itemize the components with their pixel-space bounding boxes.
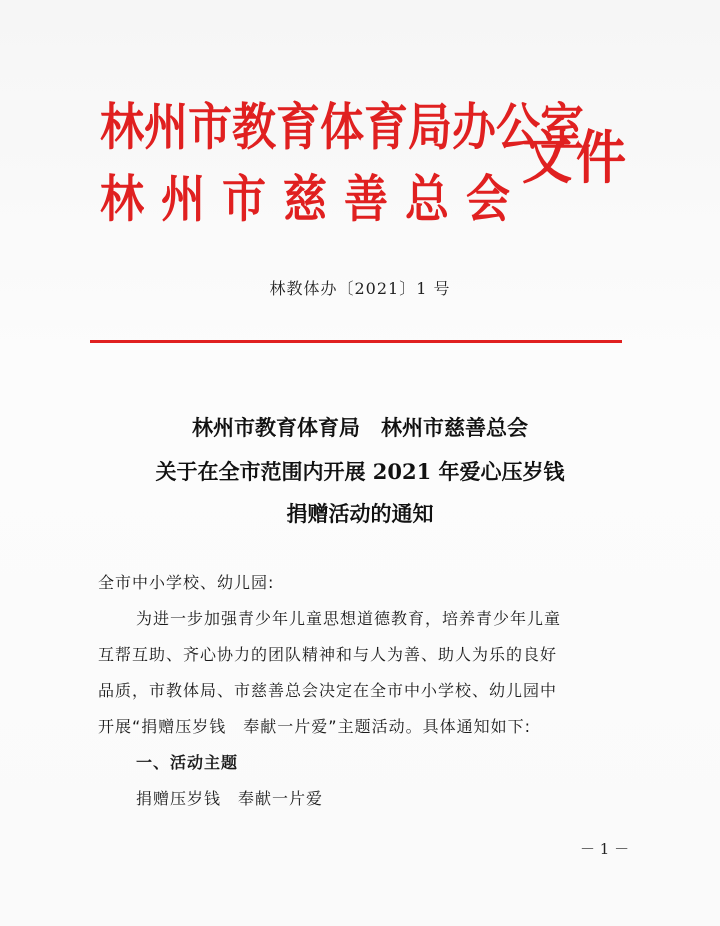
issuing-org-line-2: 林州市慈善总会 [100, 170, 527, 230]
paragraph-1-line-2: 互帮互助、齐心协力的团队精神和与人为善、助人为乐的良好 [98, 645, 558, 664]
document-type-label: 文件 [522, 123, 630, 192]
salutation: 全市中小学校、幼儿园: [98, 573, 275, 592]
paragraph-1-line-1: 为进一步加强青少年儿童思想道德教育，培养青少年儿童 [136, 609, 562, 628]
title-line-2: 关于在全市范围内开展 2021 年爱心压岁钱 [155, 459, 565, 484]
paragraph-1-line-4: 开展“捐赠压岁钱 奉献一片爱”主题活动。具体通知如下: [98, 717, 531, 736]
issuing-org-line-1: 林州市教育体育局办公室 [100, 98, 584, 158]
title-line-3: 捐赠活动的通知 [286, 501, 434, 526]
section-1-content: 捐赠压岁钱 奉献一片爱 [136, 789, 324, 808]
paragraph-1-line-3: 品质，市教体局、市慈善总会决定在全市中小学校、幼儿园中 [98, 681, 558, 700]
page-number: － 1 － [580, 840, 630, 858]
red-divider-line [90, 340, 622, 343]
document-number: 林教体办〔2021〕1 号 [269, 279, 451, 298]
title-line-1: 林州市教育体育局 林州市慈善总会 [192, 415, 528, 440]
section-1-heading: 一、活动主题 [136, 753, 239, 772]
